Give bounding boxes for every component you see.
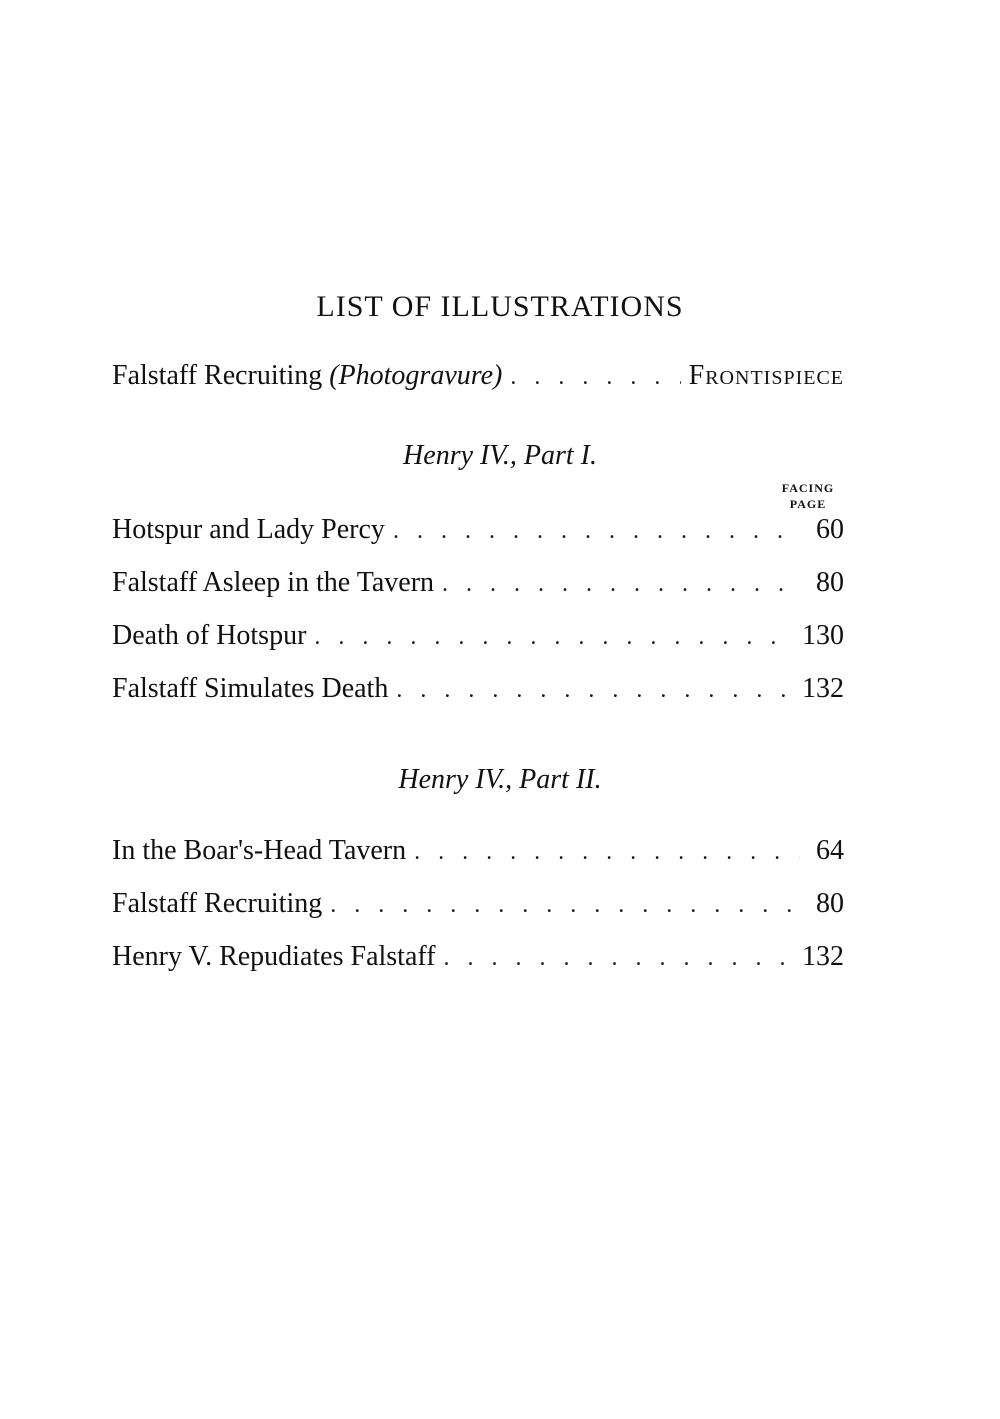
illustration-title: Death of Hotspur [112, 620, 307, 651]
illustration-title: Falstaff Recruiting [112, 888, 323, 919]
frontispiece-note: (Photogravure) [329, 360, 503, 391]
page-number: 130 [802, 620, 844, 651]
page-number: 132 [802, 673, 844, 704]
frontispiece-position: Frontispiece [688, 360, 844, 391]
section-heading-part-1: Henry IV., Part I. [403, 440, 597, 471]
section-heading-part-2: Henry IV., Part II. [398, 764, 602, 795]
dot-leader [330, 892, 800, 919]
page-title: LIST OF ILLUSTRATIONS [316, 290, 684, 323]
facing-label: FACING [781, 481, 835, 495]
dot-leader [442, 571, 800, 598]
frontispiece-title: Falstaff Recruiting [112, 360, 323, 391]
dot-leader [393, 518, 800, 545]
illustration-title: Falstaff Asleep in the Tavern [112, 567, 435, 598]
dot-leader [510, 364, 680, 391]
list-item [112, 941, 844, 977]
page-number: 60 [816, 514, 844, 545]
dot-leader [444, 945, 794, 972]
list-item [112, 620, 844, 656]
dot-leader [414, 839, 800, 866]
illustration-title: Henry V. Repudiates Falstaff [112, 941, 436, 972]
page-number: 132 [802, 941, 844, 972]
illustration-title: In the Boar's-Head Tavern [112, 835, 407, 866]
list-item [112, 673, 844, 709]
page-label: PAGE [789, 497, 827, 511]
illustration-title: Falstaff Simulates Death [112, 673, 389, 704]
frontispiece-label [112, 360, 502, 392]
list-item [112, 835, 844, 871]
facing-page-header [768, 480, 848, 512]
illustration-title: Hotspur and Lady Percy [112, 514, 385, 545]
list-item [112, 514, 844, 550]
frontispiece-entry [112, 360, 844, 396]
dot-leader [314, 624, 794, 651]
page-number: 64 [816, 835, 844, 866]
page-number: 80 [816, 888, 844, 919]
dot-leader [396, 677, 794, 704]
list-item [112, 567, 844, 603]
page-number: 80 [816, 567, 844, 598]
list-item [112, 888, 844, 924]
